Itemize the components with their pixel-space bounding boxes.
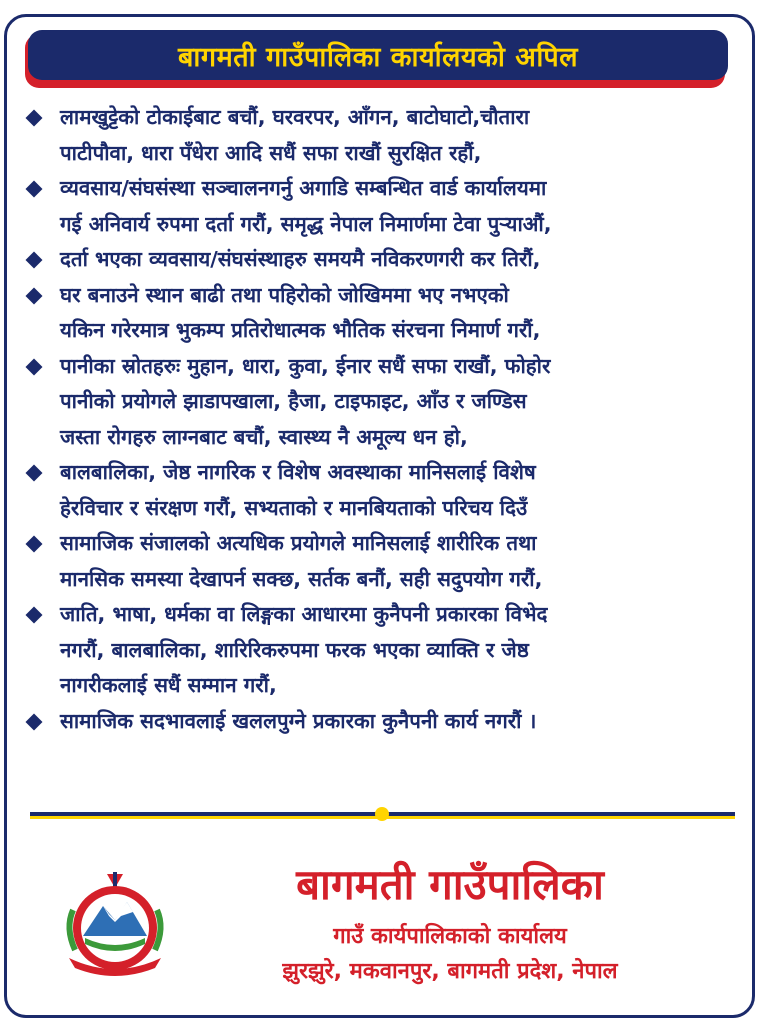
banner-bar (28, 30, 728, 80)
appeal-item (20, 278, 740, 349)
diamond-bullet-icon (26, 713, 43, 730)
appeal-item (20, 349, 740, 456)
appeal-line: पानीको प्रयोगले झाडापखाला, हैजा, टाइफाइट, आँउ र जण्डिस (60, 389, 527, 413)
appeal-line: गई अनिवार्य रुपमा दर्ता गरौं, समृद्ध नेपाल निमार्णमा टेवा पुर्‍याऔं, (60, 211, 552, 236)
appeal-line: मानसिक समस्या देखापर्न सक्छ, सर्तक बनौं, सही सदुपयोग गरौं, (60, 566, 543, 591)
diamond-bullet-icon (26, 181, 43, 198)
appeal-line: नागरीकलाई सधैं सम्मान गरौं, (60, 673, 277, 697)
banner-title: बागमती गाउँपालिका कार्यालयको अपिल (177, 41, 579, 73)
appeal-item (20, 455, 740, 526)
appeal-line: पाटीपौवा, धारा पँधेरा आदि सधैं सफा राखौं सुरक्षित रहौं, (60, 140, 482, 165)
diamond-bullet-icon (26, 536, 43, 553)
diamond-bullet-icon (26, 287, 43, 304)
appeal-line: सामाजिक सदभावलाई खललपुग्ने प्रकारका कुनैपनी कार्य नगरौं । (60, 708, 537, 733)
diamond-bullet-icon (26, 252, 43, 269)
diamond-bullet-icon (26, 607, 43, 624)
office-name: गाउँ कार्यपालिकाको कार्यालय (333, 924, 567, 949)
appeal-line: घर बनाउने स्थान बाढी तथा पहिरोको जोखिममा भए नभएको (60, 282, 509, 307)
appeal-line: हेरविचार र संरक्षण गरौं, सभ्यताको र मानबियताको परिचय दिउँ (60, 495, 528, 520)
appeal-line: व्यवसाय/संघसंस्था सञ्चालनगर्नु अगाडि सम्बन्धित वार्ड कार्यालयमा (60, 176, 547, 200)
appeal-item (20, 171, 740, 242)
appeal-banner (28, 30, 728, 84)
municipality-name: बागमती गाउँपालिका (296, 860, 604, 909)
divider-dot (375, 807, 389, 821)
appeal-line: नगरौं, बालबालिका, शारिरिकरुपमा फरक भएका व्याक्ति र जेष्ठ (60, 637, 529, 662)
appeal-line: यकिन गरेरमात्र भुकम्प प्रतिरोधात्मक भौतिक संरचना निमार्ण गरौं, (60, 318, 541, 342)
appeal-item (20, 242, 740, 278)
appeal-line: लामखुट्टेको टोकाईबाट बचौं, घरवरपर, आँगन, बाटोघाटो,चौतारा (60, 105, 530, 129)
diamond-bullet-icon (26, 110, 43, 127)
appeal-line: पानीका स्रोतहरुः मुहान, धारा, कुवा, ईनार सधैं सफा राखौं, फोहोर (60, 353, 551, 378)
diamond-bullet-icon (26, 465, 43, 482)
appeal-line: बालबालिका, जेष्ठ नागरिक र विशेष अवस्थाका मानिसलाई विशेष (60, 460, 536, 484)
office-address: झुरझुरे, मकवानपुर, बागमती प्रदेश, नेपाल (282, 959, 618, 984)
appeal-item (20, 597, 740, 704)
appeal-line: जाति, भाषा, धर्मका वा लिङ्गका आधारमा कुनैपनी प्रकारका विभेद (60, 602, 548, 626)
section-divider (30, 812, 735, 816)
appeal-line: दर्ता भएका व्यवसाय/संघसंस्थाहरु समयमै नविकरणगरी कर तिरौं, (60, 247, 541, 271)
appeal-item (20, 704, 740, 740)
appeal-item (20, 526, 740, 597)
appeal-list (20, 100, 740, 739)
appeal-line: सामाजिक संजालको अत्यधिक प्रयोगले मानिसलाई शारीरिक तथा (60, 531, 537, 555)
nepal-government-emblem-icon (55, 870, 175, 980)
diamond-bullet-icon (26, 358, 43, 375)
appeal-line: जस्ता रोगहरु लाग्नबाट बचौं, स्वास्थ्य नै अमूल्य धन हो, (60, 424, 468, 449)
appeal-item (20, 100, 740, 171)
